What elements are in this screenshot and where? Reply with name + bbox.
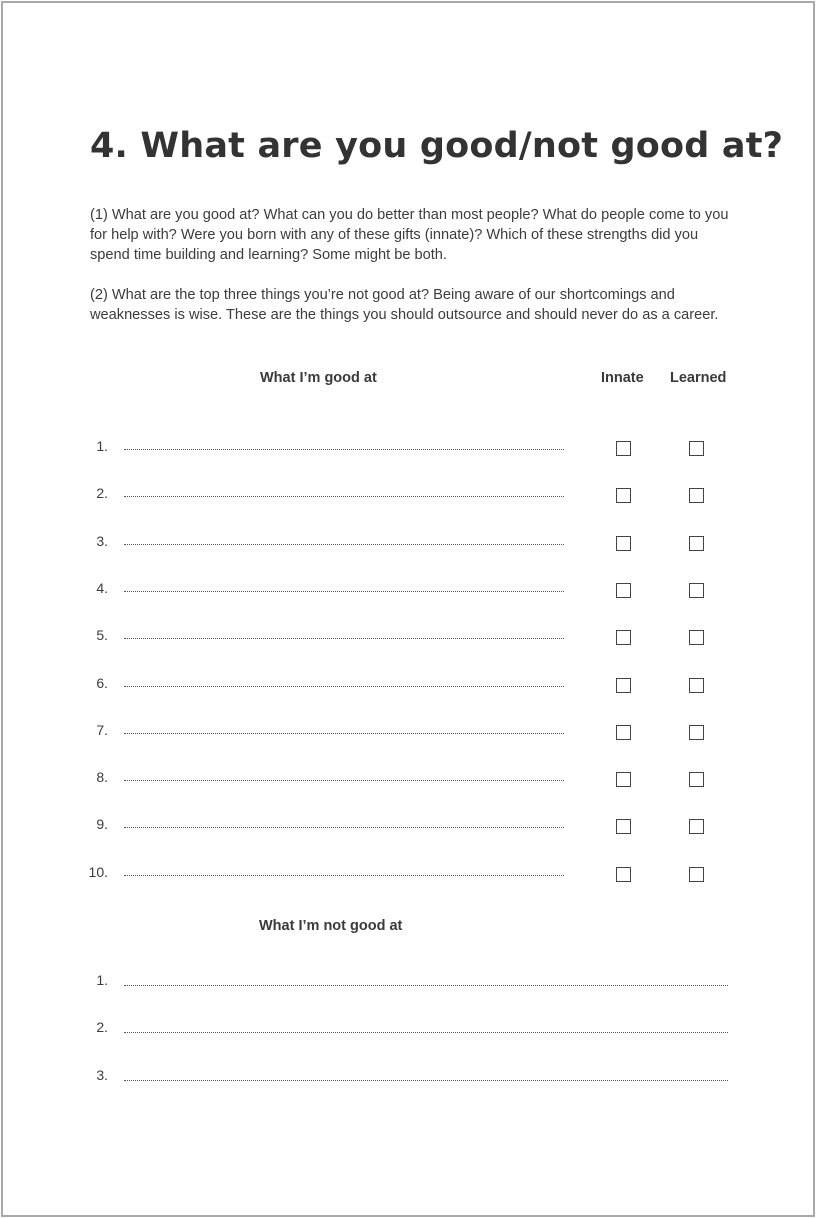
innate-checkbox[interactable] xyxy=(616,678,631,693)
not-good-at-entry-line[interactable] xyxy=(124,985,728,986)
page-frame xyxy=(1,1,815,1217)
learned-checkbox[interactable] xyxy=(689,772,704,787)
good-at-row-number: 9. xyxy=(96,816,108,833)
learned-checkbox[interactable] xyxy=(689,678,704,693)
good-at-row-number: 5. xyxy=(96,627,108,644)
learned-checkbox[interactable] xyxy=(689,819,704,834)
innate-checkbox[interactable] xyxy=(616,488,631,503)
learned-checkbox[interactable] xyxy=(689,583,704,598)
innate-checkbox[interactable] xyxy=(616,630,631,645)
learned-checkbox[interactable] xyxy=(689,725,704,740)
learned-checkbox[interactable] xyxy=(689,630,704,645)
good-at-row-number: 2. xyxy=(96,485,108,502)
good-at-entry-line[interactable] xyxy=(124,638,564,639)
good-at-entry-line[interactable] xyxy=(124,780,564,781)
not-good-at-heading: What I’m not good at xyxy=(259,918,403,934)
learned-checkbox[interactable] xyxy=(689,488,704,503)
good-at-row-number: 8. xyxy=(96,769,108,786)
not-good-at-row-number: 3. xyxy=(96,1066,108,1083)
good-at-entry-line[interactable] xyxy=(124,449,564,450)
good-at-row-number: 6. xyxy=(96,674,108,691)
good-at-row-number: 1. xyxy=(96,438,108,454)
not-good-at-entry-line[interactable] xyxy=(124,1080,728,1081)
page-title: 4. What are you good/not good at? xyxy=(90,126,784,166)
not-good-at-row-number: 1. xyxy=(96,972,108,988)
innate-checkbox[interactable] xyxy=(616,819,631,834)
learned-checkbox[interactable] xyxy=(689,867,704,882)
good-at-row-number: 7. xyxy=(96,721,108,738)
innate-checkbox[interactable] xyxy=(616,441,631,456)
good-at-heading: What I’m good at xyxy=(260,370,377,386)
good-at-entry-line[interactable] xyxy=(124,686,564,687)
learned-column-heading: Learned xyxy=(670,370,727,386)
good-at-row-number: 10. xyxy=(88,863,108,880)
good-at-entry-line[interactable] xyxy=(124,544,564,545)
innate-checkbox[interactable] xyxy=(616,536,631,551)
instructions-paragraph-1: (1) What are you good at? What can you do better than most people? What do people come to you for help with? Were you born with any of these gifts (innate)? Which of these strengths did you spend time building and learning? Some might be both. xyxy=(90,207,729,263)
good-at-entry-line[interactable] xyxy=(124,875,564,876)
innate-checkbox[interactable] xyxy=(616,725,631,740)
innate-checkbox[interactable] xyxy=(616,583,631,598)
good-at-row-number: 4. xyxy=(96,579,108,596)
learned-checkbox[interactable] xyxy=(689,536,704,551)
innate-checkbox[interactable] xyxy=(616,772,631,787)
innate-column-heading: Innate xyxy=(601,370,644,386)
not-good-at-entry-line[interactable] xyxy=(124,1032,728,1033)
instructions-paragraph-2: (2) What are the top three things you’re not good at? Being aware of our shortcomings and weaknesses is wise. These are the things you should outsource and should never do as a career. xyxy=(90,287,719,323)
good-at-entry-line[interactable] xyxy=(124,496,564,497)
good-at-entry-line[interactable] xyxy=(124,733,564,734)
learned-checkbox[interactable] xyxy=(689,441,704,456)
not-good-at-row-number: 2. xyxy=(96,1019,108,1036)
good-at-entry-line[interactable] xyxy=(124,591,564,592)
good-at-entry-line[interactable] xyxy=(124,827,564,828)
good-at-row-number: 3. xyxy=(96,532,108,549)
innate-checkbox[interactable] xyxy=(616,867,631,882)
